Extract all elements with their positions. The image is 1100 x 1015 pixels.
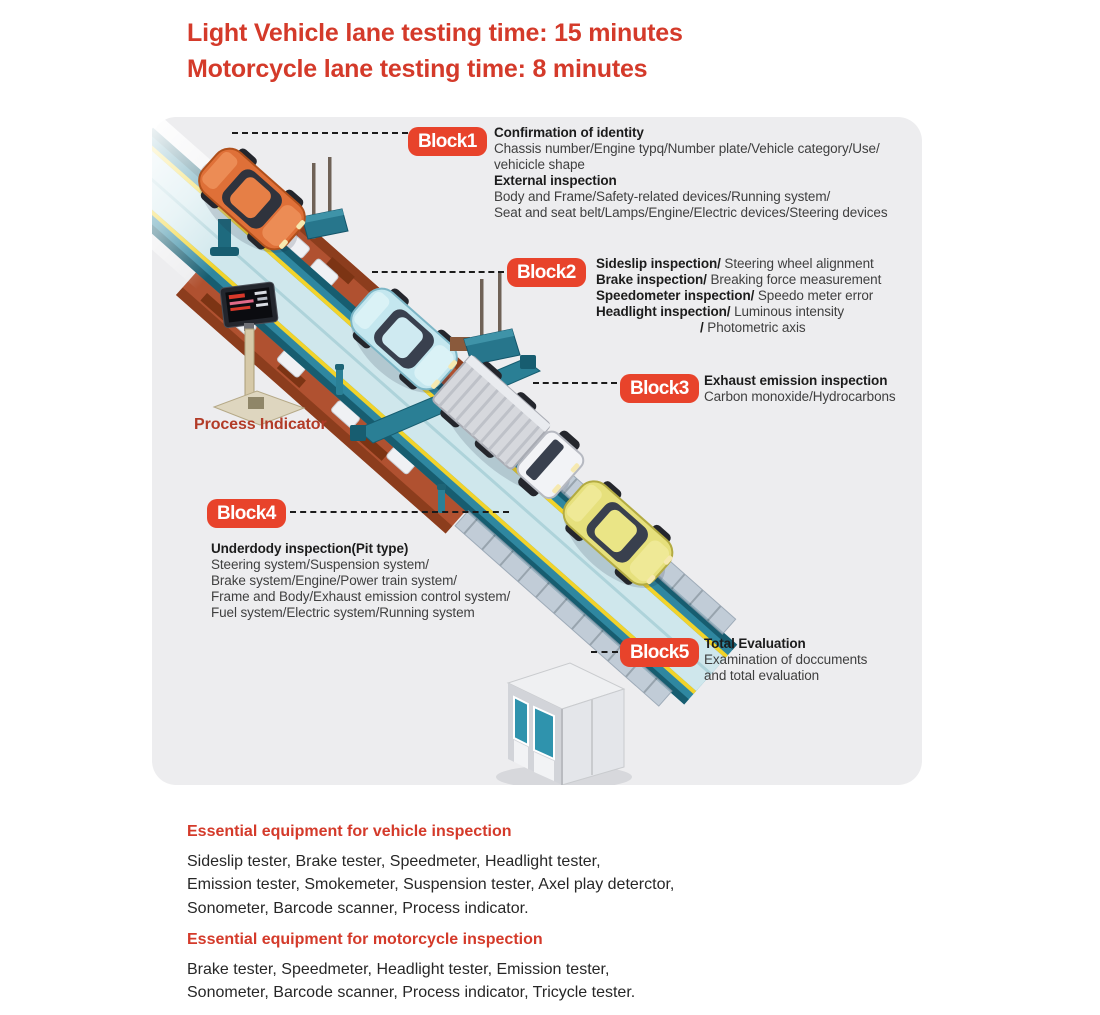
block4-badge: Block4 (207, 499, 286, 528)
block5-badge: Block5 (620, 638, 699, 667)
page-title (187, 15, 683, 87)
vehicle-equipment-heading: Essential equipment for vehicle inspection (187, 823, 512, 840)
block3-connector-line (533, 382, 617, 384)
block4-description: Underdody inspection(Pit type) Steering system/Suspension system/ Brake system/Engine/Power train system/ Frame and Body/Exhaust emission control system/ Fuel system/Electric system/Running system (211, 541, 511, 620)
block1-connector-line (232, 132, 408, 134)
title-line-2: Motorcycle lane testing time: 8 minutes (187, 55, 648, 83)
block4-connector-line (290, 511, 509, 513)
sensor-post-a (302, 157, 348, 239)
inspection-lane-diagram-panel (152, 117, 922, 785)
block2-connector-line (372, 271, 504, 273)
block1-description: Confirmation of identity Chassis number/Engine typq/Number plate/Vehicle category/Use/ vehicicle shape External inspection Body and Frame/Safety-related devices/Running system/ Seat and seat belt/Lamps/Engine/Electric devices/Steering devices (494, 125, 888, 220)
lane-bollard (335, 364, 344, 395)
block3-badge: Block3 (620, 374, 699, 403)
process-indicator-label: Process Indicator (194, 416, 327, 433)
evaluation-booth-illustration (496, 663, 632, 785)
block2-description: Sideslip inspection/ Steering wheel alignment Brake inspection/ Breaking force measurement Speedometer inspection/ Speedo meter error Headlight inspection/ Luminous intensity / Photometric axis (596, 256, 882, 335)
sensor-post-b (450, 273, 520, 365)
motorcycle-equipment-list: Brake tester, Speedmeter, Headlight tester, Emission tester, Sonometer, Barcode scanner, Process indicator, Tricycle tester. (187, 960, 636, 1001)
motorcycle-equipment-heading: Essential equipment for motorcycle inspection (187, 931, 543, 948)
vehicle-equipment-list: Sideslip tester, Brake tester, Speedmeter, Headlight tester, Emission tester, Smokemeter, Suspension tester, Axel play deterctor, Sonometer, Barcode scanner, Process indicator. (187, 852, 675, 917)
title-line-1: Light Vehicle lane testing time: 15 minutes (187, 19, 683, 47)
block5-description: Total Evaluation Examination of doccuments and total evaluation (704, 636, 868, 683)
block3-description: Exhaust emission inspection Carbon monoxide/Hydrocarbons (704, 373, 896, 404)
block1-badge: Block1 (408, 127, 487, 156)
vehicle-equipment-section (187, 820, 674, 920)
lane-bollard (437, 484, 446, 513)
block2-badge: Block2 (507, 258, 586, 287)
block5-connector-line (591, 651, 618, 653)
motorcycle-equipment-section (187, 928, 635, 1005)
